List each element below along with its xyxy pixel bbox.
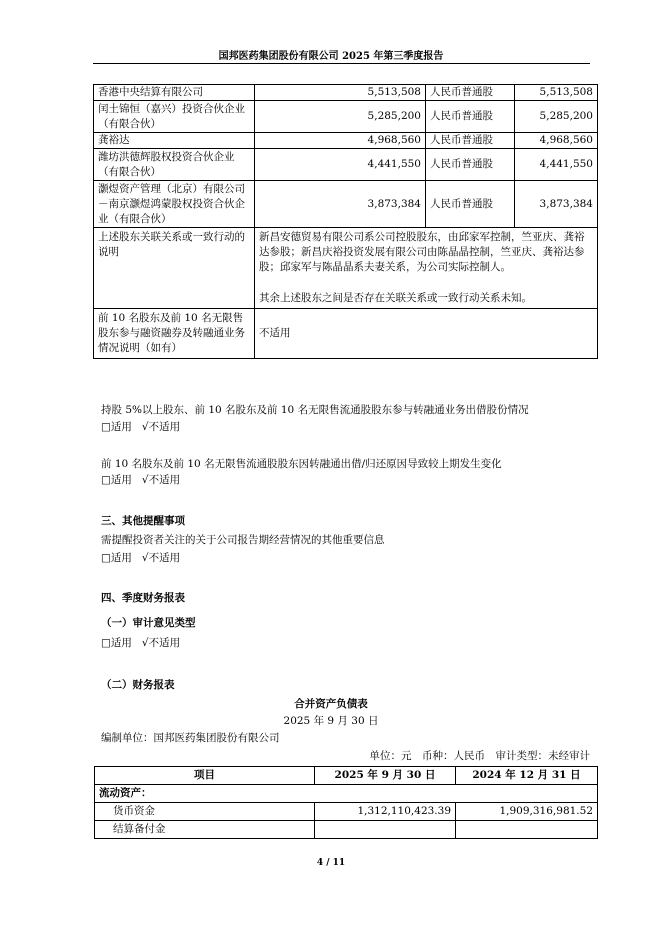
table-row	[94, 101, 598, 133]
table-row	[94, 133, 598, 149]
share-type: 人民币普通股	[426, 181, 515, 228]
relation-label: 上述股东关联关系或一致行动的说明	[94, 228, 255, 309]
lending-options	[101, 419, 190, 434]
holder-shares: 3,873,384	[255, 181, 426, 228]
share-type: 人民币普通股	[426, 133, 515, 149]
share-count: 5,285,200	[515, 101, 598, 133]
reminder-text: 需提醒投资者关注的关于公司报告期经营情况的其他重要信息	[101, 534, 385, 546]
line-item: 结算备付金	[95, 821, 315, 839]
column-header-current: 2025 年 9 月 30 日	[315, 767, 456, 785]
table-header-row	[95, 767, 598, 785]
applicable-checkbox: □适用	[101, 552, 132, 564]
table-row	[94, 181, 598, 228]
report-header: 国邦医药集团股份有限公司 2025 年第三季度报告	[218, 51, 444, 62]
relation-text-2: 其余上述股东之间是否存在关联关系或一致行动关系未知。	[259, 292, 532, 304]
share-type: 人民币普通股	[426, 101, 515, 133]
holder-shares: 5,285,200	[255, 101, 426, 133]
not-applicable-check: √不适用	[141, 552, 181, 564]
relation-text-1: 新昌安德贸易有限公司系公司控股股东，由邱家军控制，竺亚庆、龚裕达参股；新昌庆裕投资发展有限公司由陈晶晶控制，竺亚庆、龚裕达参股；邱家军与陈晶晶系夫妻关系，为公司实际控制人。	[259, 231, 585, 273]
current-value	[315, 821, 456, 839]
table-row	[94, 149, 598, 181]
prior-value: 1,909,316,981.52	[456, 803, 598, 821]
section-label: 流动资产：	[95, 785, 598, 803]
applicable-checkbox: □适用	[101, 637, 132, 649]
reminder-options	[101, 550, 190, 565]
margin-label: 前 10 名股东及前 10 名无限售股东参与融资融券及转融通业务情况说明（如有）	[94, 309, 255, 359]
audit-options	[101, 635, 190, 650]
share-type: 人民币普通股	[426, 149, 515, 181]
lending-title: 持股 5%以上股东、前 10 名股东及前 10 名无限售流通股股东参与转融通业务出借股份情况	[101, 404, 529, 416]
share-count: 4,441,550	[515, 149, 598, 181]
compiler-label: 编制单位：国邦医药集团股份有限公司	[101, 732, 280, 744]
share-type: 人民币普通股	[426, 85, 515, 101]
holder-name: 闰土锦恒（嘉兴）投资合伙企业（有限合伙）	[94, 101, 255, 133]
table-row	[94, 228, 598, 309]
table-row	[94, 85, 598, 101]
current-value: 1,312,110,423.39	[315, 803, 456, 821]
holder-name: 灏煜资产管理（北京）有限公司－南京灏煜鸿蒙股权投资合伙企业（有限合伙）	[94, 181, 255, 228]
financial-heading: 四、季度财务报表	[101, 592, 185, 604]
balance-sheet-table	[94, 766, 598, 839]
shareholders-table	[93, 84, 598, 359]
table-row	[95, 785, 598, 803]
holder-shares: 4,441,550	[255, 149, 426, 181]
change-title: 前 10 名股东及前 10 名无限售流通股股东因转融通出借/归还原因导致较上期发生变化	[101, 458, 502, 470]
statements-heading: （二）财务报表	[101, 679, 175, 691]
share-count: 5,513,508	[515, 85, 598, 101]
applicable-checkbox: □适用	[101, 421, 132, 433]
holder-name: 龚裕达	[94, 133, 255, 149]
margin-value: 不适用	[255, 309, 598, 359]
table-row	[95, 803, 598, 821]
page-number: 4 / 11	[316, 858, 346, 868]
header-divider	[93, 63, 590, 64]
audit-heading: （一）审计意见类型	[101, 617, 196, 629]
share-count: 4,968,560	[515, 133, 598, 149]
share-count: 3,873,384	[515, 181, 598, 228]
holder-shares: 4,968,560	[255, 133, 426, 149]
balance-sheet-title: 合并资产负债表	[294, 698, 368, 710]
reminder-heading: 三、其他提醒事项	[101, 515, 185, 527]
table-row	[95, 821, 598, 839]
change-options	[101, 472, 190, 487]
units-line: 单位：元 币种：人民币 审计类型：未经审计	[369, 750, 590, 762]
column-header-prior: 2024 年 12 月 31 日	[456, 767, 598, 785]
applicable-checkbox: □适用	[101, 474, 132, 486]
prior-value	[456, 821, 598, 839]
line-item: 货币资金	[95, 803, 315, 821]
table-row	[94, 309, 598, 359]
relation-cell	[255, 228, 598, 309]
holder-name: 香港中央结算有限公司	[94, 85, 255, 101]
holder-shares: 5,513,508	[255, 85, 426, 101]
holder-name: 潍坊洪德辉股权投资合伙企业（有限合伙）	[94, 149, 255, 181]
not-applicable-check: √不适用	[141, 474, 181, 486]
column-header-item: 项目	[95, 767, 315, 785]
balance-sheet-date: 2025 年 9 月 30 日	[283, 715, 379, 727]
not-applicable-check: √不适用	[141, 637, 181, 649]
not-applicable-check: √不适用	[141, 421, 181, 433]
